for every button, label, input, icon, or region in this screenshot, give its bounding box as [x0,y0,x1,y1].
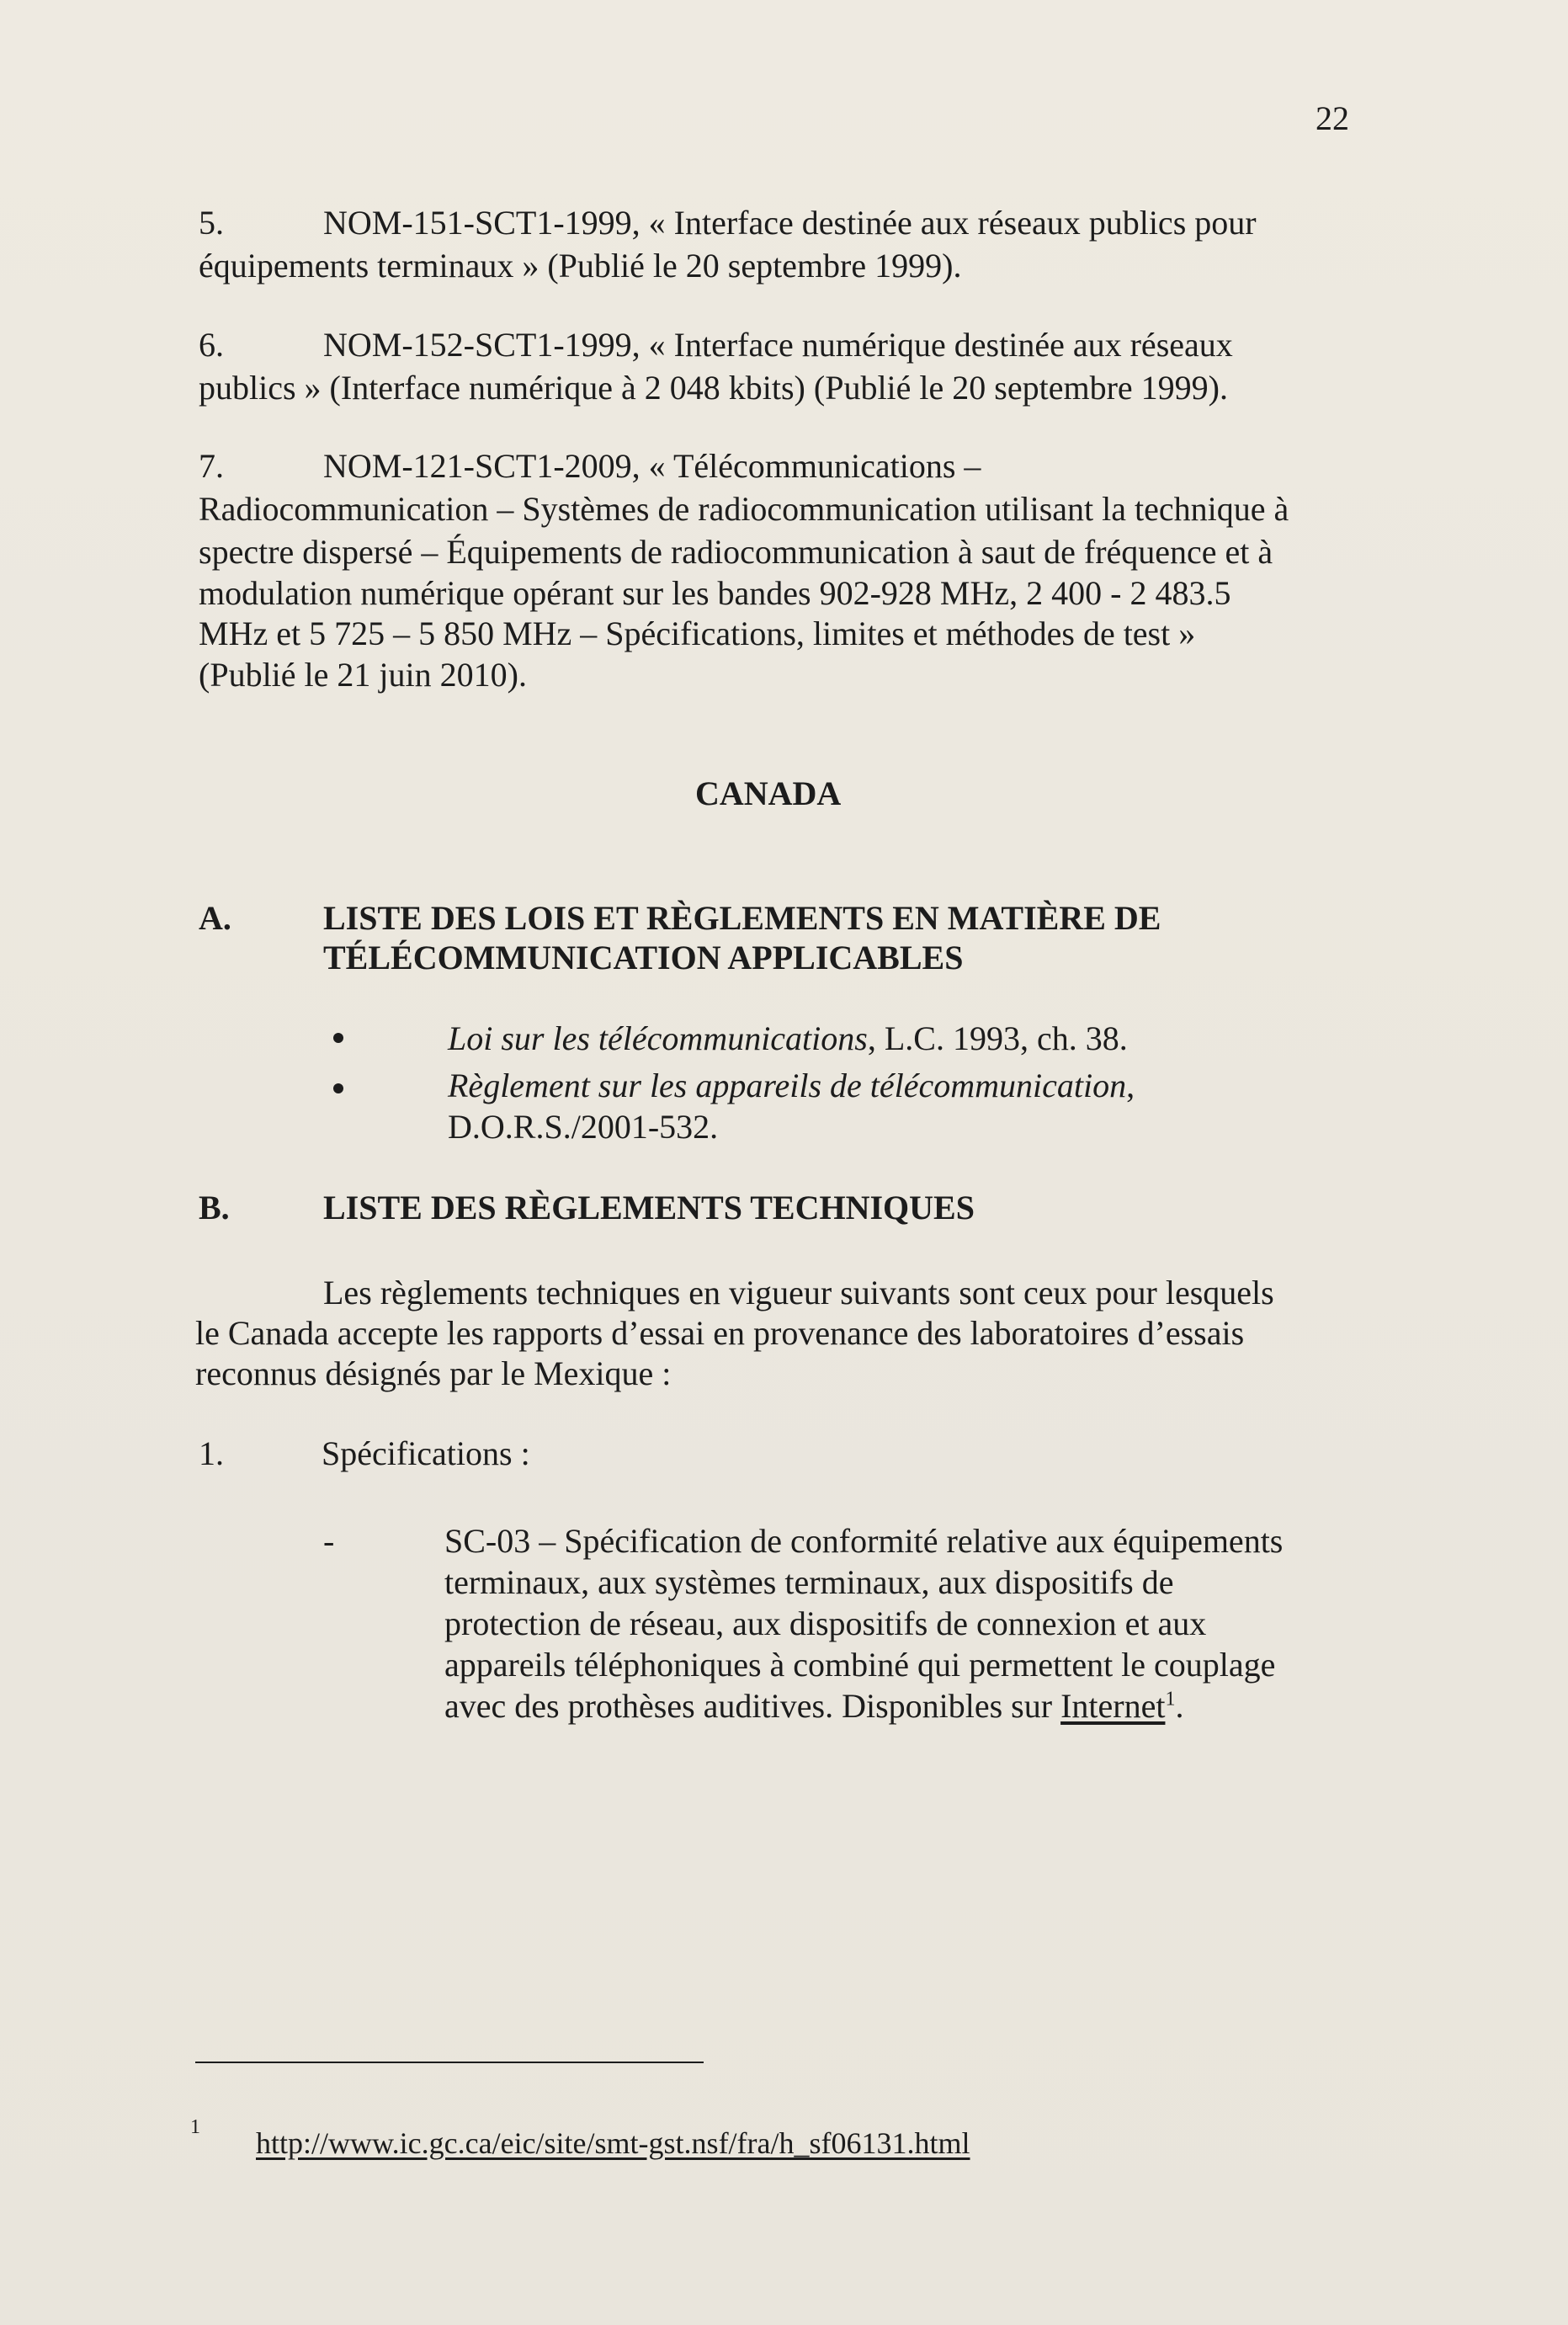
law-citation: , L.C. 1993, ch. 38. [867,1019,1128,1057]
item-number: 5. [199,204,224,242]
item-number: 1. [199,1434,224,1472]
intro-line: Les règlements techniques en vigueur suivants sont ceux pour lesquels [323,1274,1274,1311]
item-number: 7. [199,447,224,485]
item-text-line: équipements terminaux » (Publié le 20 septembre 1999). [199,247,962,285]
bullet-item [448,1065,1135,1107]
footnote-mark: 1 [190,2116,200,2138]
intro-line: le Canada accepte les rapports d’essai en provenance des laboratoires d’essais [195,1314,1245,1352]
item-text-line: publics » (Interface numérique à 2 048 kbits) (Publié le 20 septembre 1999). [199,369,1228,407]
section-title: LISTE DES LOIS ET RÈGLEMENTS EN MATIÈRE DE [323,899,1161,937]
regulation-title: Règlement sur les appareils de télécommunication [448,1067,1127,1104]
section-letter: A. [199,899,231,937]
spec-line: terminaux, aux systèmes terminaux, aux dispositifs de [444,1563,1174,1601]
item-text-line: NOM-121-SCT1-2009, « Télécommunications – [323,447,981,485]
footnote-ref[interactable]: 1 [1165,1688,1176,1710]
item-label: Spécifications : [322,1434,530,1472]
spec-line [444,1685,1183,1727]
spec-text-end: . [1175,1687,1184,1725]
section-title: LISTE DES RÈGLEMENTS TECHNIQUES [323,1189,975,1226]
bullet-item-continuation: D.O.R.S./2001-532. [448,1108,719,1146]
spec-line: protection de réseau, aux dispositifs de connexion et aux [444,1604,1207,1642]
item-text-line: (Publié le 21 juin 2010). [199,656,527,694]
spec-line: appareils téléphoniques à combiné qui permettent le couplage [444,1646,1276,1684]
law-title: Loi sur les télécommunications [448,1019,868,1057]
bullet-icon [333,1083,343,1093]
item-text-line: modulation numérique opérant sur les bandes 902-928 MHz, 2 400 - 2 483.5 [199,574,1231,612]
internet-link[interactable]: Internet [1060,1687,1166,1725]
bullet-item [448,1018,1128,1060]
item-text-line: spectre dispersé – Équipements de radiocommunication à saut de fréquence et à [199,533,1273,571]
spec-text: avec des prothèses auditives. Disponibles sur [444,1687,1061,1725]
item-text-line: MHz et 5 725 – 5 850 MHz – Spécifications, limites et méthodes de test » [199,615,1196,652]
section-letter: B. [199,1189,230,1226]
item-text-line: NOM-152-SCT1-1999, « Interface numérique destinée aux réseaux [323,326,1233,364]
section-title: TÉLÉCOMMUNICATION APPLICABLES [323,939,964,976]
dash-marker: - [323,1522,335,1560]
footnote-divider [195,2062,704,2063]
footnote-url-link[interactable]: http://www.ic.gc.ca/eic/site/smt-gst.nsf/fra/h_sf06131.html [256,2126,970,2160]
page-number: 22 [1316,99,1349,137]
item-number: 6. [199,326,224,364]
intro-line: reconnus désignés par le Mexique : [195,1354,672,1392]
spec-line: SC-03 – Spécification de conformité relative aux équipements [444,1522,1284,1560]
item-text-line: Radiocommunication – Systèmes de radiocommunication utilisant la technique à [199,490,1289,528]
bullet-icon [333,1033,343,1043]
country-heading: CANADA [695,774,842,812]
regulation-punct: , [1126,1067,1135,1104]
item-text-line: NOM-151-SCT1-1999, « Interface destinée aux réseaux publics pour [323,204,1257,242]
